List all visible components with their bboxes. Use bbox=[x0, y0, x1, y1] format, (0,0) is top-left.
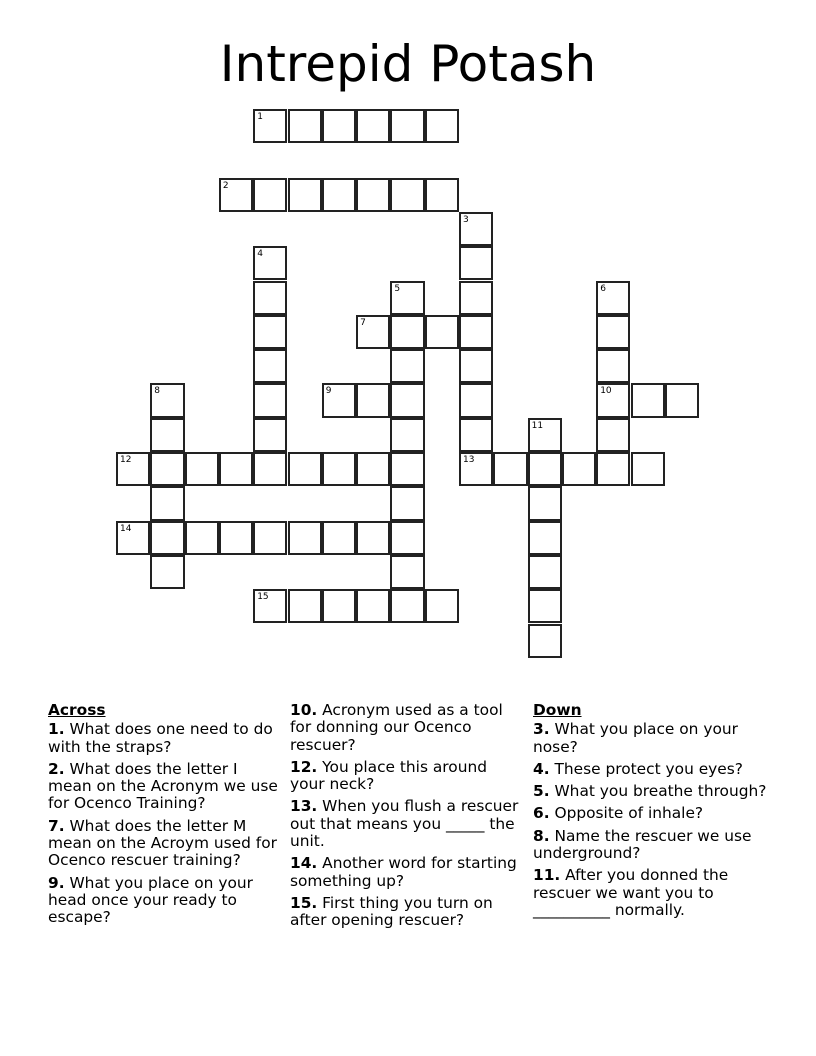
clue-label: 7. bbox=[48, 816, 65, 835]
clue-text: What does the letter M mean on the Acroym used for Ocenco rescuer training? bbox=[48, 816, 277, 870]
grid-cell[interactable] bbox=[390, 521, 424, 555]
crossword-grid bbox=[117, 110, 717, 670]
grid-cell[interactable] bbox=[425, 315, 459, 349]
across-clues-col1 bbox=[48, 702, 283, 932]
clue-down bbox=[533, 783, 773, 800]
clue-label: 9. bbox=[48, 873, 65, 892]
clue-down bbox=[533, 828, 773, 863]
clue-across bbox=[48, 721, 283, 756]
grid-cell[interactable] bbox=[596, 281, 630, 315]
grid-cell[interactable] bbox=[390, 178, 424, 212]
clue-number: 14 bbox=[120, 523, 132, 534]
clue-across bbox=[290, 855, 520, 890]
grid-cell[interactable] bbox=[390, 589, 424, 623]
clue-number: 8 bbox=[154, 386, 161, 397]
grid-cell[interactable] bbox=[425, 178, 459, 212]
clue-text: What you place on your head once your ready to escape? bbox=[48, 873, 253, 927]
clue-text: When you flush a rescuer out that means you _____ the unit. bbox=[290, 797, 519, 851]
grid-cell[interactable] bbox=[322, 452, 356, 486]
clue-number: 3 bbox=[463, 214, 469, 225]
grid-cell[interactable] bbox=[253, 383, 287, 417]
clue-label: 13. bbox=[290, 797, 318, 816]
grid-cell[interactable] bbox=[253, 349, 287, 383]
clue-across bbox=[290, 759, 520, 794]
grid-cell[interactable] bbox=[288, 109, 322, 143]
puzzle-title: Intrepid Potash bbox=[219, 35, 597, 93]
clue-text: These protect you eyes? bbox=[554, 759, 743, 778]
clue-text: What you breathe through? bbox=[554, 782, 767, 801]
clue-label: 15. bbox=[290, 893, 318, 912]
grid-cell[interactable] bbox=[219, 178, 253, 212]
grid-cell[interactable] bbox=[459, 383, 493, 417]
clue-text: You place this around your neck? bbox=[290, 757, 487, 794]
grid-cell[interactable] bbox=[390, 418, 424, 452]
clue-number: 10 bbox=[600, 386, 612, 397]
grid-cell[interactable] bbox=[459, 315, 493, 349]
grid-cell[interactable] bbox=[150, 418, 184, 452]
clue-number: 2 bbox=[222, 180, 229, 191]
across-heading: Across bbox=[48, 701, 106, 719]
grid-cell[interactable] bbox=[459, 212, 493, 246]
grid-cell[interactable] bbox=[390, 452, 424, 486]
grid-cell[interactable] bbox=[356, 315, 390, 349]
grid-cell[interactable] bbox=[390, 555, 424, 589]
grid-cell[interactable] bbox=[185, 521, 219, 555]
grid-cell[interactable] bbox=[459, 418, 493, 452]
grid-cell[interactable] bbox=[356, 452, 390, 486]
grid-cell[interactable] bbox=[253, 452, 287, 486]
grid-cell[interactable] bbox=[596, 349, 630, 383]
clue-number: 7 bbox=[360, 317, 366, 328]
grid-cell[interactable] bbox=[596, 383, 630, 417]
clue-number: 15 bbox=[257, 592, 269, 603]
clue-text: Acronym used as a tool for donning our Ocenco rescuer? bbox=[290, 701, 503, 754]
clue-number: 5 bbox=[394, 283, 401, 294]
clue-number: 9 bbox=[325, 386, 332, 397]
grid-cell[interactable] bbox=[288, 589, 322, 623]
grid-cell[interactable] bbox=[493, 452, 527, 486]
clue-label: 5. bbox=[533, 782, 550, 801]
clue-label: 11. bbox=[533, 866, 561, 885]
grid-cell[interactable] bbox=[390, 486, 424, 520]
clue-label: 3. bbox=[533, 720, 550, 739]
grid-cell[interactable] bbox=[528, 589, 562, 623]
clue-text: What you place on your nose? bbox=[533, 720, 738, 756]
clue-label: 8. bbox=[533, 826, 550, 845]
clue-text: After you donned the rescuer we want you to __________ normally. bbox=[533, 866, 729, 919]
grid-cell[interactable] bbox=[528, 521, 562, 555]
grid-cell[interactable] bbox=[596, 315, 630, 349]
clue-label: 10. bbox=[290, 701, 318, 719]
clue-label: 12. bbox=[290, 757, 318, 776]
grid-cell[interactable] bbox=[219, 521, 253, 555]
grid-cell[interactable] bbox=[528, 555, 562, 589]
across-clues-col2 bbox=[290, 702, 520, 935]
grid-cell[interactable] bbox=[390, 281, 424, 315]
grid-cell[interactable] bbox=[150, 452, 184, 486]
grid-cell[interactable] bbox=[150, 486, 184, 520]
grid-cell[interactable] bbox=[185, 452, 219, 486]
grid-cell[interactable] bbox=[253, 589, 287, 623]
clue-across bbox=[290, 895, 520, 930]
grid-cell[interactable] bbox=[356, 521, 390, 555]
clue-down bbox=[533, 721, 773, 756]
clue-label: 14. bbox=[290, 854, 318, 873]
grid-cell[interactable] bbox=[528, 452, 562, 486]
down-heading: Down bbox=[533, 701, 582, 719]
grid-cell[interactable] bbox=[253, 315, 287, 349]
grid-cell[interactable] bbox=[253, 178, 287, 212]
grid-cell[interactable] bbox=[150, 521, 184, 555]
clue-number: 12 bbox=[120, 455, 132, 465]
grid-cell[interactable] bbox=[322, 178, 356, 212]
clue-text: What does one need to do with the straps? bbox=[48, 720, 273, 756]
clue-down bbox=[533, 805, 773, 822]
grid-cell[interactable] bbox=[665, 383, 699, 417]
grid-cell[interactable] bbox=[356, 178, 390, 212]
grid-cell[interactable] bbox=[631, 383, 665, 417]
grid-cell[interactable] bbox=[150, 555, 184, 589]
grid-cell[interactable] bbox=[390, 383, 424, 417]
clue-down bbox=[533, 761, 773, 778]
grid-cell[interactable] bbox=[528, 418, 562, 452]
clue-label: 2. bbox=[48, 759, 65, 778]
grid-cell[interactable] bbox=[631, 452, 665, 486]
clue-label: 4. bbox=[533, 759, 550, 778]
clue-number: 11 bbox=[531, 420, 544, 431]
grid-cell[interactable] bbox=[562, 452, 596, 486]
grid-cell[interactable] bbox=[390, 109, 424, 143]
grid-cell[interactable] bbox=[116, 452, 150, 486]
grid-cell[interactable] bbox=[459, 349, 493, 383]
clue-across bbox=[48, 818, 283, 870]
grid-cell[interactable] bbox=[459, 452, 493, 486]
grid-cell[interactable] bbox=[322, 521, 356, 555]
grid-cell[interactable] bbox=[219, 452, 253, 486]
grid-cell[interactable] bbox=[150, 383, 184, 417]
grid-cell[interactable] bbox=[253, 246, 287, 280]
grid-cell[interactable] bbox=[322, 109, 356, 143]
clue-text: Opposite of inhale? bbox=[554, 804, 704, 823]
clue-number: 1 bbox=[257, 112, 263, 122]
grid-cell[interactable] bbox=[253, 418, 287, 452]
grid-cell[interactable] bbox=[356, 109, 390, 143]
clue-label: 6. bbox=[533, 804, 550, 823]
grid-cell[interactable] bbox=[116, 521, 150, 555]
grid-cell[interactable] bbox=[425, 589, 459, 623]
clue-text: Name the rescuer we use underground? bbox=[533, 826, 752, 863]
grid-cell[interactable] bbox=[288, 452, 322, 486]
grid-cell[interactable] bbox=[356, 383, 390, 417]
grid-cell[interactable] bbox=[253, 109, 287, 143]
grid-cell[interactable] bbox=[390, 315, 424, 349]
grid-cell[interactable] bbox=[459, 281, 493, 315]
grid-cell[interactable] bbox=[459, 246, 493, 280]
grid-cell[interactable] bbox=[390, 349, 424, 383]
grid-cell[interactable] bbox=[253, 521, 287, 555]
clue-text: Another word for starting something up? bbox=[290, 854, 517, 890]
grid-cell[interactable] bbox=[322, 383, 356, 417]
clue-text: What does the letter I mean on the Acronym we use for Ocenco Training? bbox=[48, 759, 278, 813]
grid-cell[interactable] bbox=[253, 281, 287, 315]
clue-down bbox=[533, 867, 773, 919]
clue-label: 1. bbox=[48, 720, 65, 739]
grid-cell[interactable] bbox=[596, 452, 630, 486]
clue-across bbox=[290, 702, 520, 754]
grid-cell[interactable] bbox=[356, 589, 390, 623]
down-clues bbox=[533, 702, 773, 924]
grid-cell[interactable] bbox=[288, 521, 322, 555]
grid-cell[interactable] bbox=[528, 624, 562, 658]
clue-across bbox=[48, 761, 283, 813]
grid-cell[interactable] bbox=[288, 178, 322, 212]
clue-across bbox=[290, 798, 520, 850]
clue-number: 13 bbox=[463, 455, 475, 465]
clue-number: 4 bbox=[257, 249, 263, 260]
clue-number: 6 bbox=[600, 283, 606, 294]
grid-cell[interactable] bbox=[425, 109, 459, 143]
clue-across bbox=[48, 875, 283, 927]
grid-cell[interactable] bbox=[322, 589, 356, 623]
clue-text: First thing you turn on after opening rescuer? bbox=[290, 893, 493, 930]
grid-cell[interactable] bbox=[528, 486, 562, 520]
grid-cell[interactable] bbox=[596, 418, 630, 452]
